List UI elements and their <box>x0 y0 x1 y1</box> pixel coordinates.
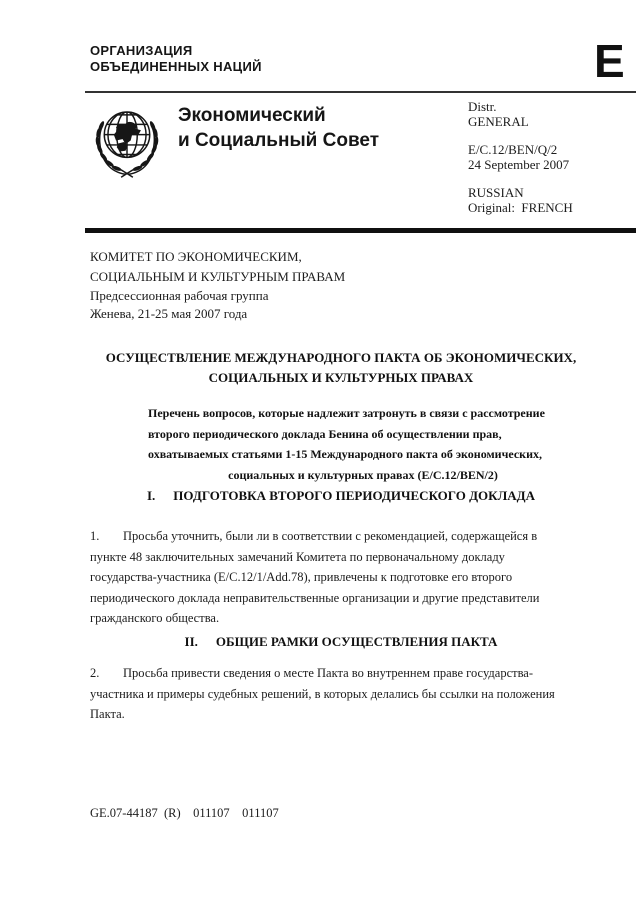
header-rule-thick <box>85 228 636 233</box>
org-name-line2: ОБЪЕДИНЕННЫХ НАЦИЙ <box>90 59 262 74</box>
original-language: Original: FRENCH <box>468 200 573 215</box>
org-name <box>90 43 262 75</box>
section-heading-text: ОБЩИЕ РАМКИ ОСУЩЕСТВЛЕНИЯ ПАКТА <box>215 634 498 649</box>
paragraph-number: 2. <box>90 666 100 680</box>
session-venue: Женева, 21-25 мая 2007 года <box>90 306 248 321</box>
paragraph-number: 1. <box>90 529 100 543</box>
title-line1: ОСУЩЕСТВЛЕНИЕ МЕЖДУНАРОДНОГО ПАКТА ОБ ЭКОНОМИЧЕСКИХ, <box>105 350 577 365</box>
subtitle-line: социальных и культурных правах (E/C.12/BEN/2) <box>228 467 498 482</box>
subtitle-line: второго периодического доклада Бенина об осуществлении прав, <box>148 426 502 441</box>
footer-reference: GE.07-44187 (R) 011107 011107 <box>90 806 279 820</box>
section-number: II. <box>184 634 198 649</box>
subtitle-line: Перечень вопросов, которые надлежит затронуть в связи с рассмотрение <box>148 406 545 420</box>
document-series-letter: E <box>594 35 625 87</box>
section-number: I. <box>146 488 156 503</box>
org-name-line1: ОРГАНИЗАЦИЯ <box>90 43 193 58</box>
subtitle-line: охватываемых статьями 1-15 Международного пакта об экономических, <box>148 447 542 461</box>
distr-value: GENERAL <box>468 114 529 129</box>
un-emblem-icon <box>83 98 171 186</box>
section-heading-text: ПОДГОТОВКА ВТОРОГО ПЕРИОДИЧЕСКОГО ДОКЛАДА <box>173 488 535 503</box>
document-subtitle <box>148 403 578 485</box>
paragraph-2 <box>90 663 562 725</box>
council-name-line2: и Социальный Совет <box>178 130 380 151</box>
council-name <box>178 103 379 153</box>
paragraph-1 <box>90 526 562 629</box>
committee-name-line2: СОЦИАЛЬНЫМ И КУЛЬТУРНЫМ ПРАВАМ <box>90 269 346 284</box>
document-symbol: E/C.12/BEN/Q/2 <box>468 142 558 157</box>
section-heading-1 <box>52 488 630 504</box>
document-title <box>52 348 630 388</box>
document-language: RUSSIAN <box>468 185 524 200</box>
working-group: Предсессионная рабочая группа <box>90 288 269 303</box>
council-name-line1: Экономический <box>178 105 326 126</box>
document-date: 24 September 2007 <box>468 157 570 172</box>
title-line2: СОЦИАЛЬНЫХ И КУЛЬТУРНЫХ ПРАВАХ <box>208 370 474 385</box>
paragraph-text: Просьба уточнить, были ли в соответствии с рекомендацией, содержащейся в пункте 48 заключительных замечаний Комитета по первоначальному докладу государства-участника (E/C.12/1/Add.78), привлечены к подготовке его второго периодического доклада неправительственные организации и другие представители гражданского общества. <box>90 529 540 625</box>
committee-name-line1: КОМИТЕТ ПО ЭКОНОМИЧЕСКИМ, <box>90 249 302 264</box>
committee-block <box>90 247 345 323</box>
distribution-block <box>468 99 573 215</box>
distr-label: Distr. <box>468 99 497 114</box>
section-heading-2 <box>52 634 630 650</box>
paragraph-text: Просьба привести сведения о месте Пакта во внутреннем праве государства-участника и примеры судебных решений, в которых делались бы ссылки на положения Пакта. <box>90 666 555 721</box>
header-rule-thin <box>85 91 636 93</box>
